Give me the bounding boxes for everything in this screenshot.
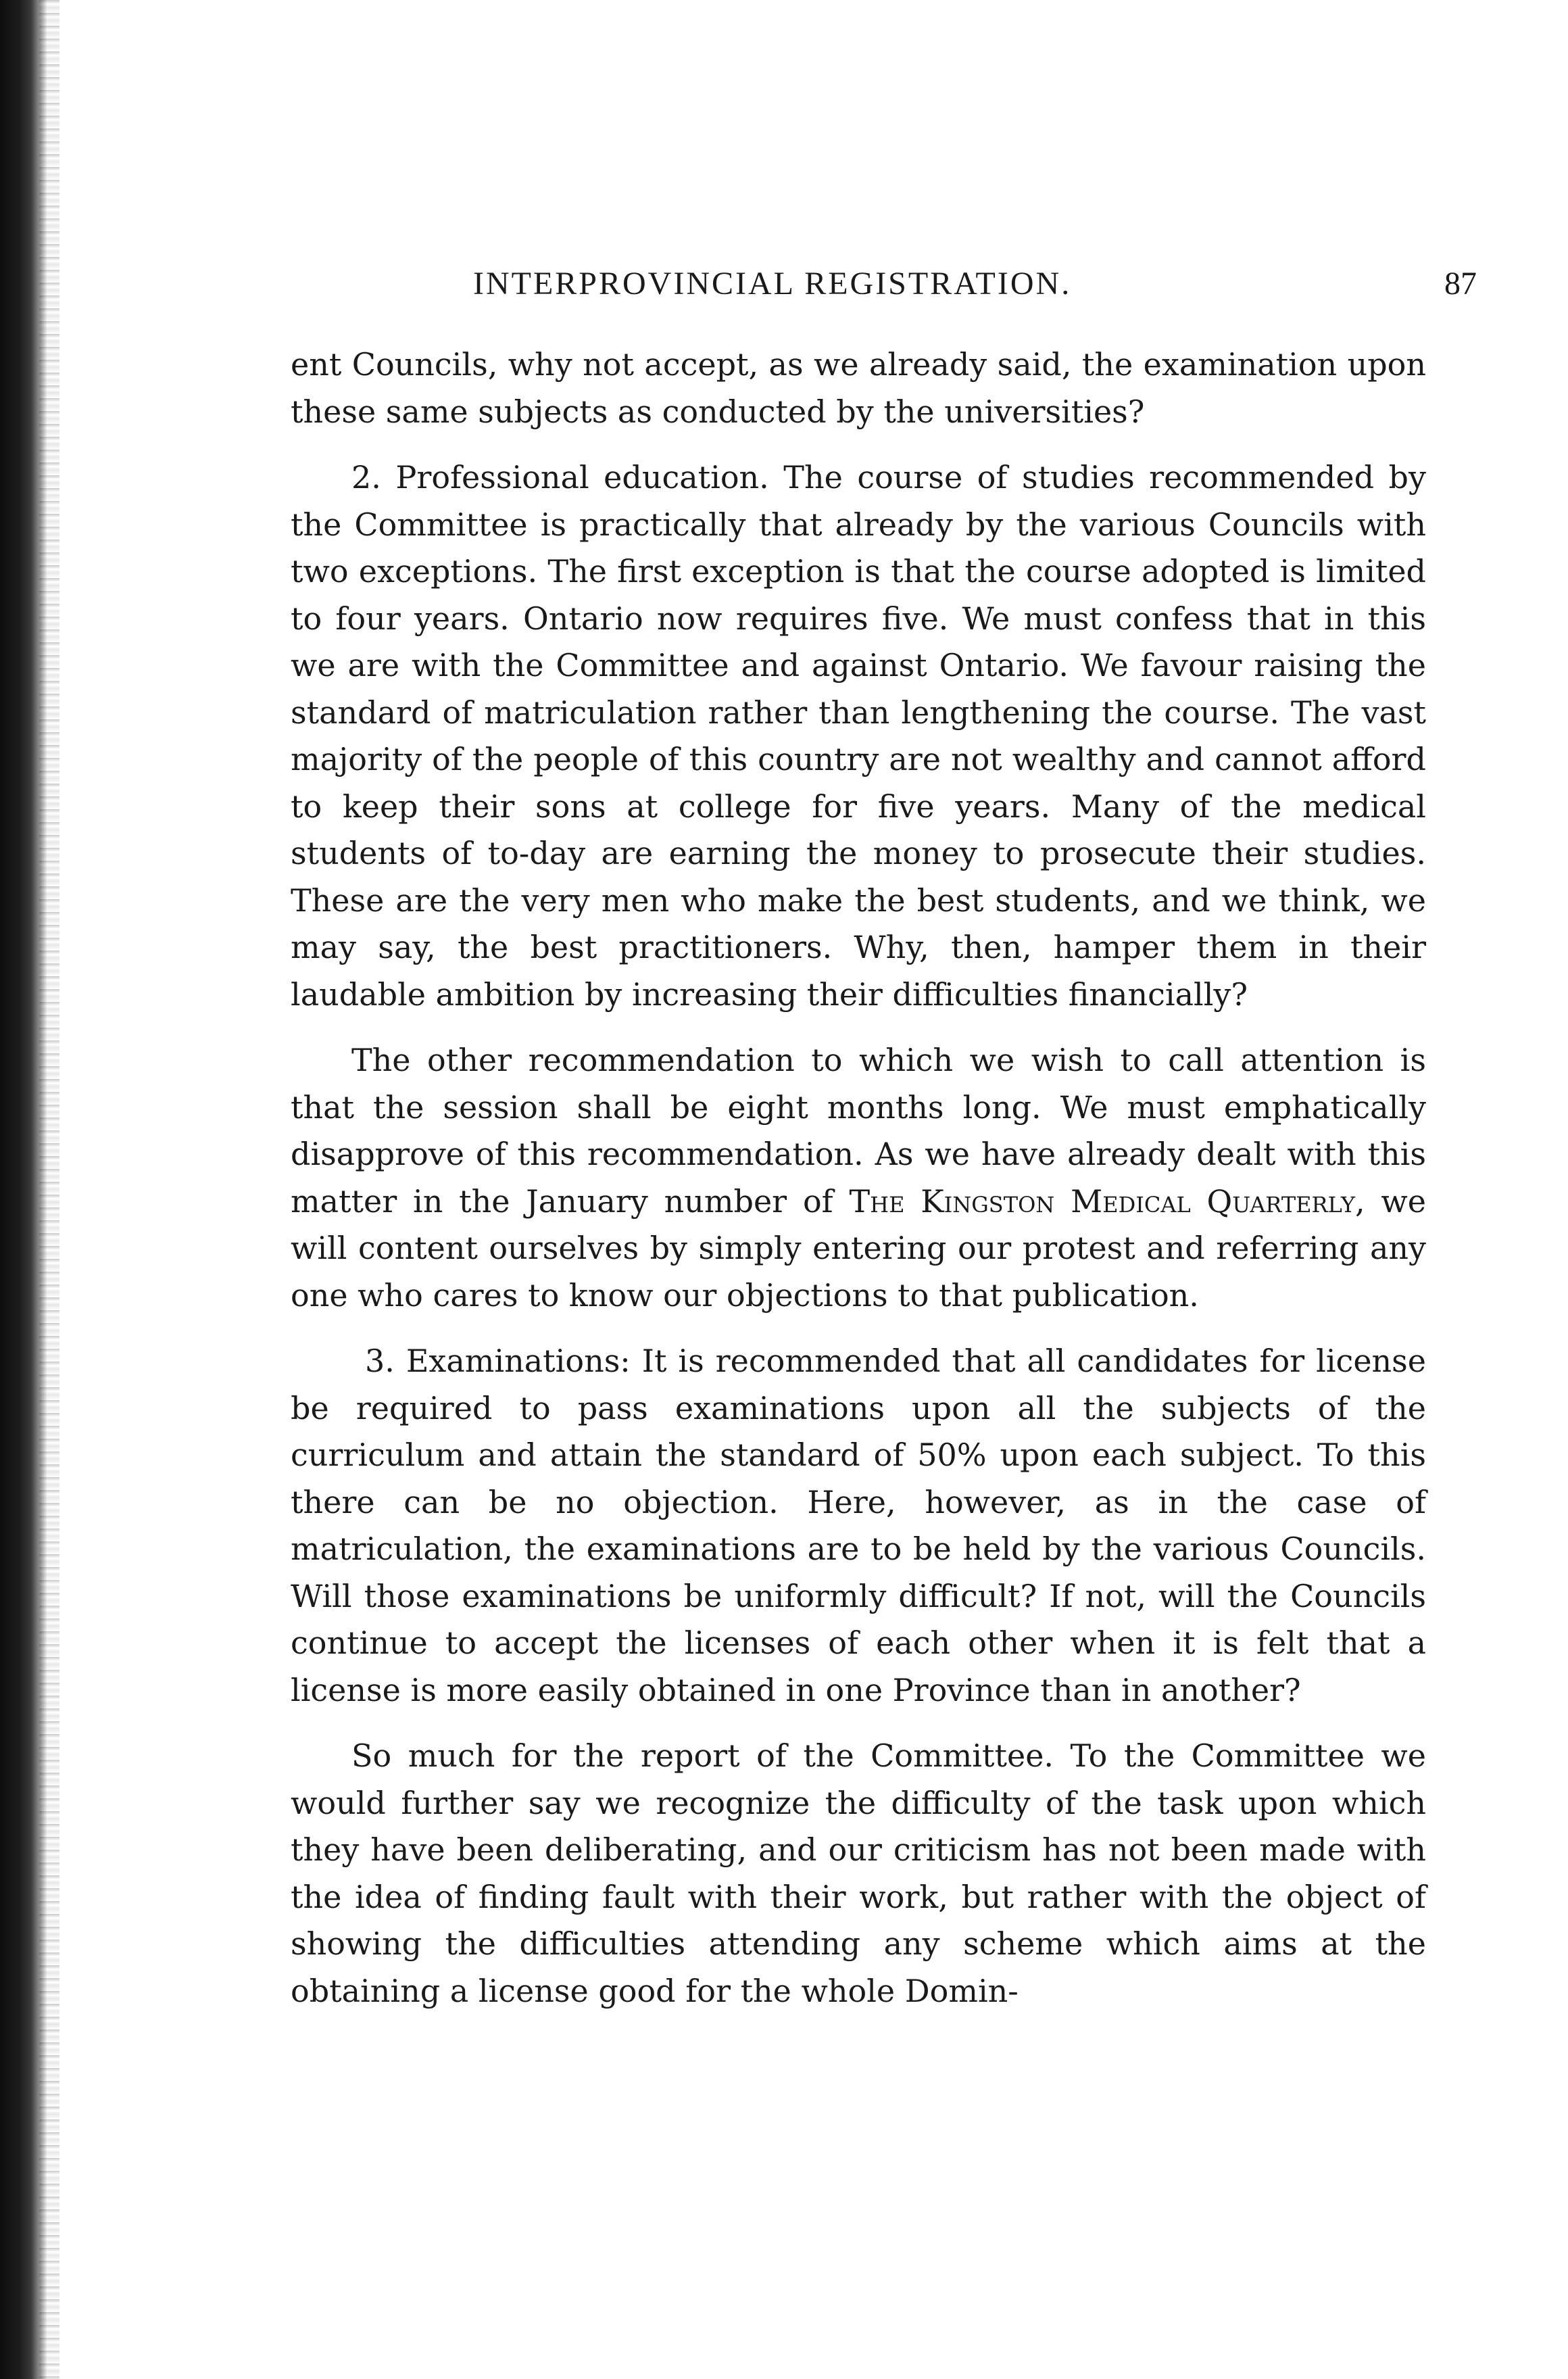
page-body: [291, 341, 1426, 2015]
page-title: INTERPROVINCIAL REGISTRATION.: [473, 266, 1072, 302]
paragraph-continuation: ent Councils, why not accept, as we already said, the examination upon these same subjects as conducted by the universities?: [291, 346, 1426, 430]
running-header: [473, 265, 1477, 306]
paragraph-conclusion: So much for the report of the Committee. To the Committee we would further say we recognize the difficulty of the task upon which they have been deliberating, and our criticism has not been made with the idea of finding fault with their work, but rather with the object of showing the difficulties attending any scheme which aims at the obtaining a license good for the whole Domin-: [291, 1737, 1426, 2009]
paragraph-session-length: [291, 1037, 1426, 1319]
paragraph-professional-education: 2. Professional education. The course of studies recommended by the Committee is practically that already by the various Councils with two exceptions. The first exception is that the course adopted is limited to four years. Ontario now requires five. We must confess that in this we are with the Committee and against Ontario. We favour raising the standard of matriculation rather than lengthening the course. The vast majority of the people of this country are not wealthy and cannot afford to keep their sons at college for five years. Many of the medical students of to-day are earning the money to prosecute their studies. These are the very men who make the best students, and we think, we may say, the best practitioners. Why, then, hamper them in their laudable ambition by increasing their difficulties financially?: [291, 459, 1426, 1013]
journal-title: The Kingston Medical Quarterly: [849, 1182, 1355, 1220]
page-number: 87: [1444, 266, 1477, 302]
paragraph-text: The other recommendation to which we wish to call attention is that the session shall be eight months long. We must emphatically disapprove of this recommendation. As we have already dealt with this matter in the January number of: [291, 1042, 1426, 1220]
paragraph-examinations: 3. Examinations: It is recommended that all candidates for license be required to pass examinations upon all the subjects of the curriculum and attain the standard of 50% upon each subject. To this there can be no objection. Here, however, as in the case of matriculation, the examinations are to be held by the various Councils. Will those examinations be uniformly difficult? If not, will the Councils continue to accept the licenses of each other when it is felt that a license is more easily obtained in one Province than in another?: [291, 1343, 1426, 1708]
paragraph-text: , we will content ourselves by simply entering our protest and referring any one who cares to know our objections to that publication.: [291, 1182, 1426, 1314]
scan-edge-noise: [39, 0, 59, 2379]
